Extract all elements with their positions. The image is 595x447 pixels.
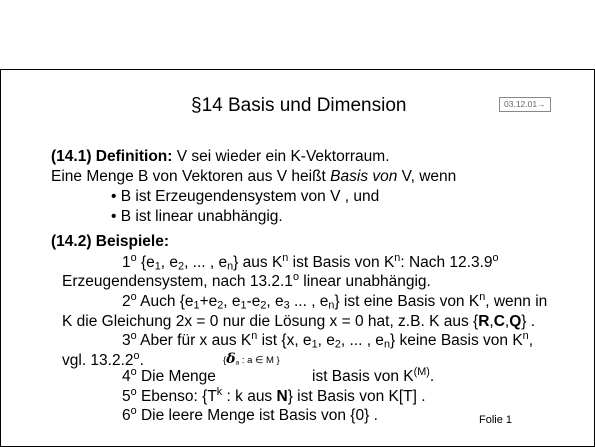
slide-frame [0, 69, 595, 447]
example-3-line-1: 3$^o$ Aber für x aus $K^n$ ist {x, $e_1$, $e_2$, ... , $e_n$} keine Basis von $K^n$, [122, 330, 534, 351]
delta-symbol: δ [226, 351, 236, 367]
examples-heading: (14.2) Beispiele: [51, 233, 170, 250]
definition-line-1 [51, 147, 390, 167]
example-2-line-2: K die Gleichung 2x = 0 nur die Lösung x = 0 hat, z.B. K aus {R,C,Q} . [62, 313, 536, 330]
definition-bullet-2: • B ist linear unabhängig. [111, 208, 283, 225]
slide-title: §14 Basis und Dimension [191, 95, 407, 116]
example-5-line: 5$^o$ Ebenso: {$T^k$ : k aus N} ist Basis von K[T] . [122, 386, 426, 405]
definition-heading: (14.1) Definition: [51, 148, 173, 165]
definition-bullet-1: • B ist Erzeugendensystem von V , und [111, 188, 380, 205]
slide-number: Folie 1 [479, 414, 513, 426]
example-1-line-2: Erzeugendensystem, nach 13.2.1$^o$ linear unabhängig. [62, 271, 431, 290]
example-2-line-1: 2$^o$ Auch {$e_1+e_2$, $e_1-e_2$, $e_3$ ... , $e_n$} ist eine Basis von $K^n$, wenn in [122, 291, 548, 312]
example-3-line-2: vgl. 13.2.2$^o$. [62, 350, 144, 369]
example-4-line-a: 4$^o$ Die Menge [122, 366, 216, 385]
example-1-line-1: 1$^o$ {$e_1$, $e_2$, ... , $e_n$} aus $K^n$ ist Basis von $K^n$: Nach 12.3.9$^o$ [122, 252, 499, 273]
example-4-line-b: ist Basis von $K^{(M)}$. [312, 366, 435, 385]
definition-line-2 [51, 167, 456, 187]
date-badge[interactable]: 03.12.01→ [499, 97, 551, 112]
definition-text: Eine Menge B von Vektoren aus V heißt [51, 168, 331, 185]
example-6-line: 6$^o$ Die leere Menge ist Basis von {0} . [122, 405, 378, 424]
delta-set-formula: {$\delta_a$ : a ∈ M } [223, 351, 280, 367]
definition-text: V sei wieder ein K-Vektorraum. [172, 148, 390, 165]
definition-text: V, wenn [397, 168, 457, 185]
definition-term: Basis von [330, 168, 398, 185]
